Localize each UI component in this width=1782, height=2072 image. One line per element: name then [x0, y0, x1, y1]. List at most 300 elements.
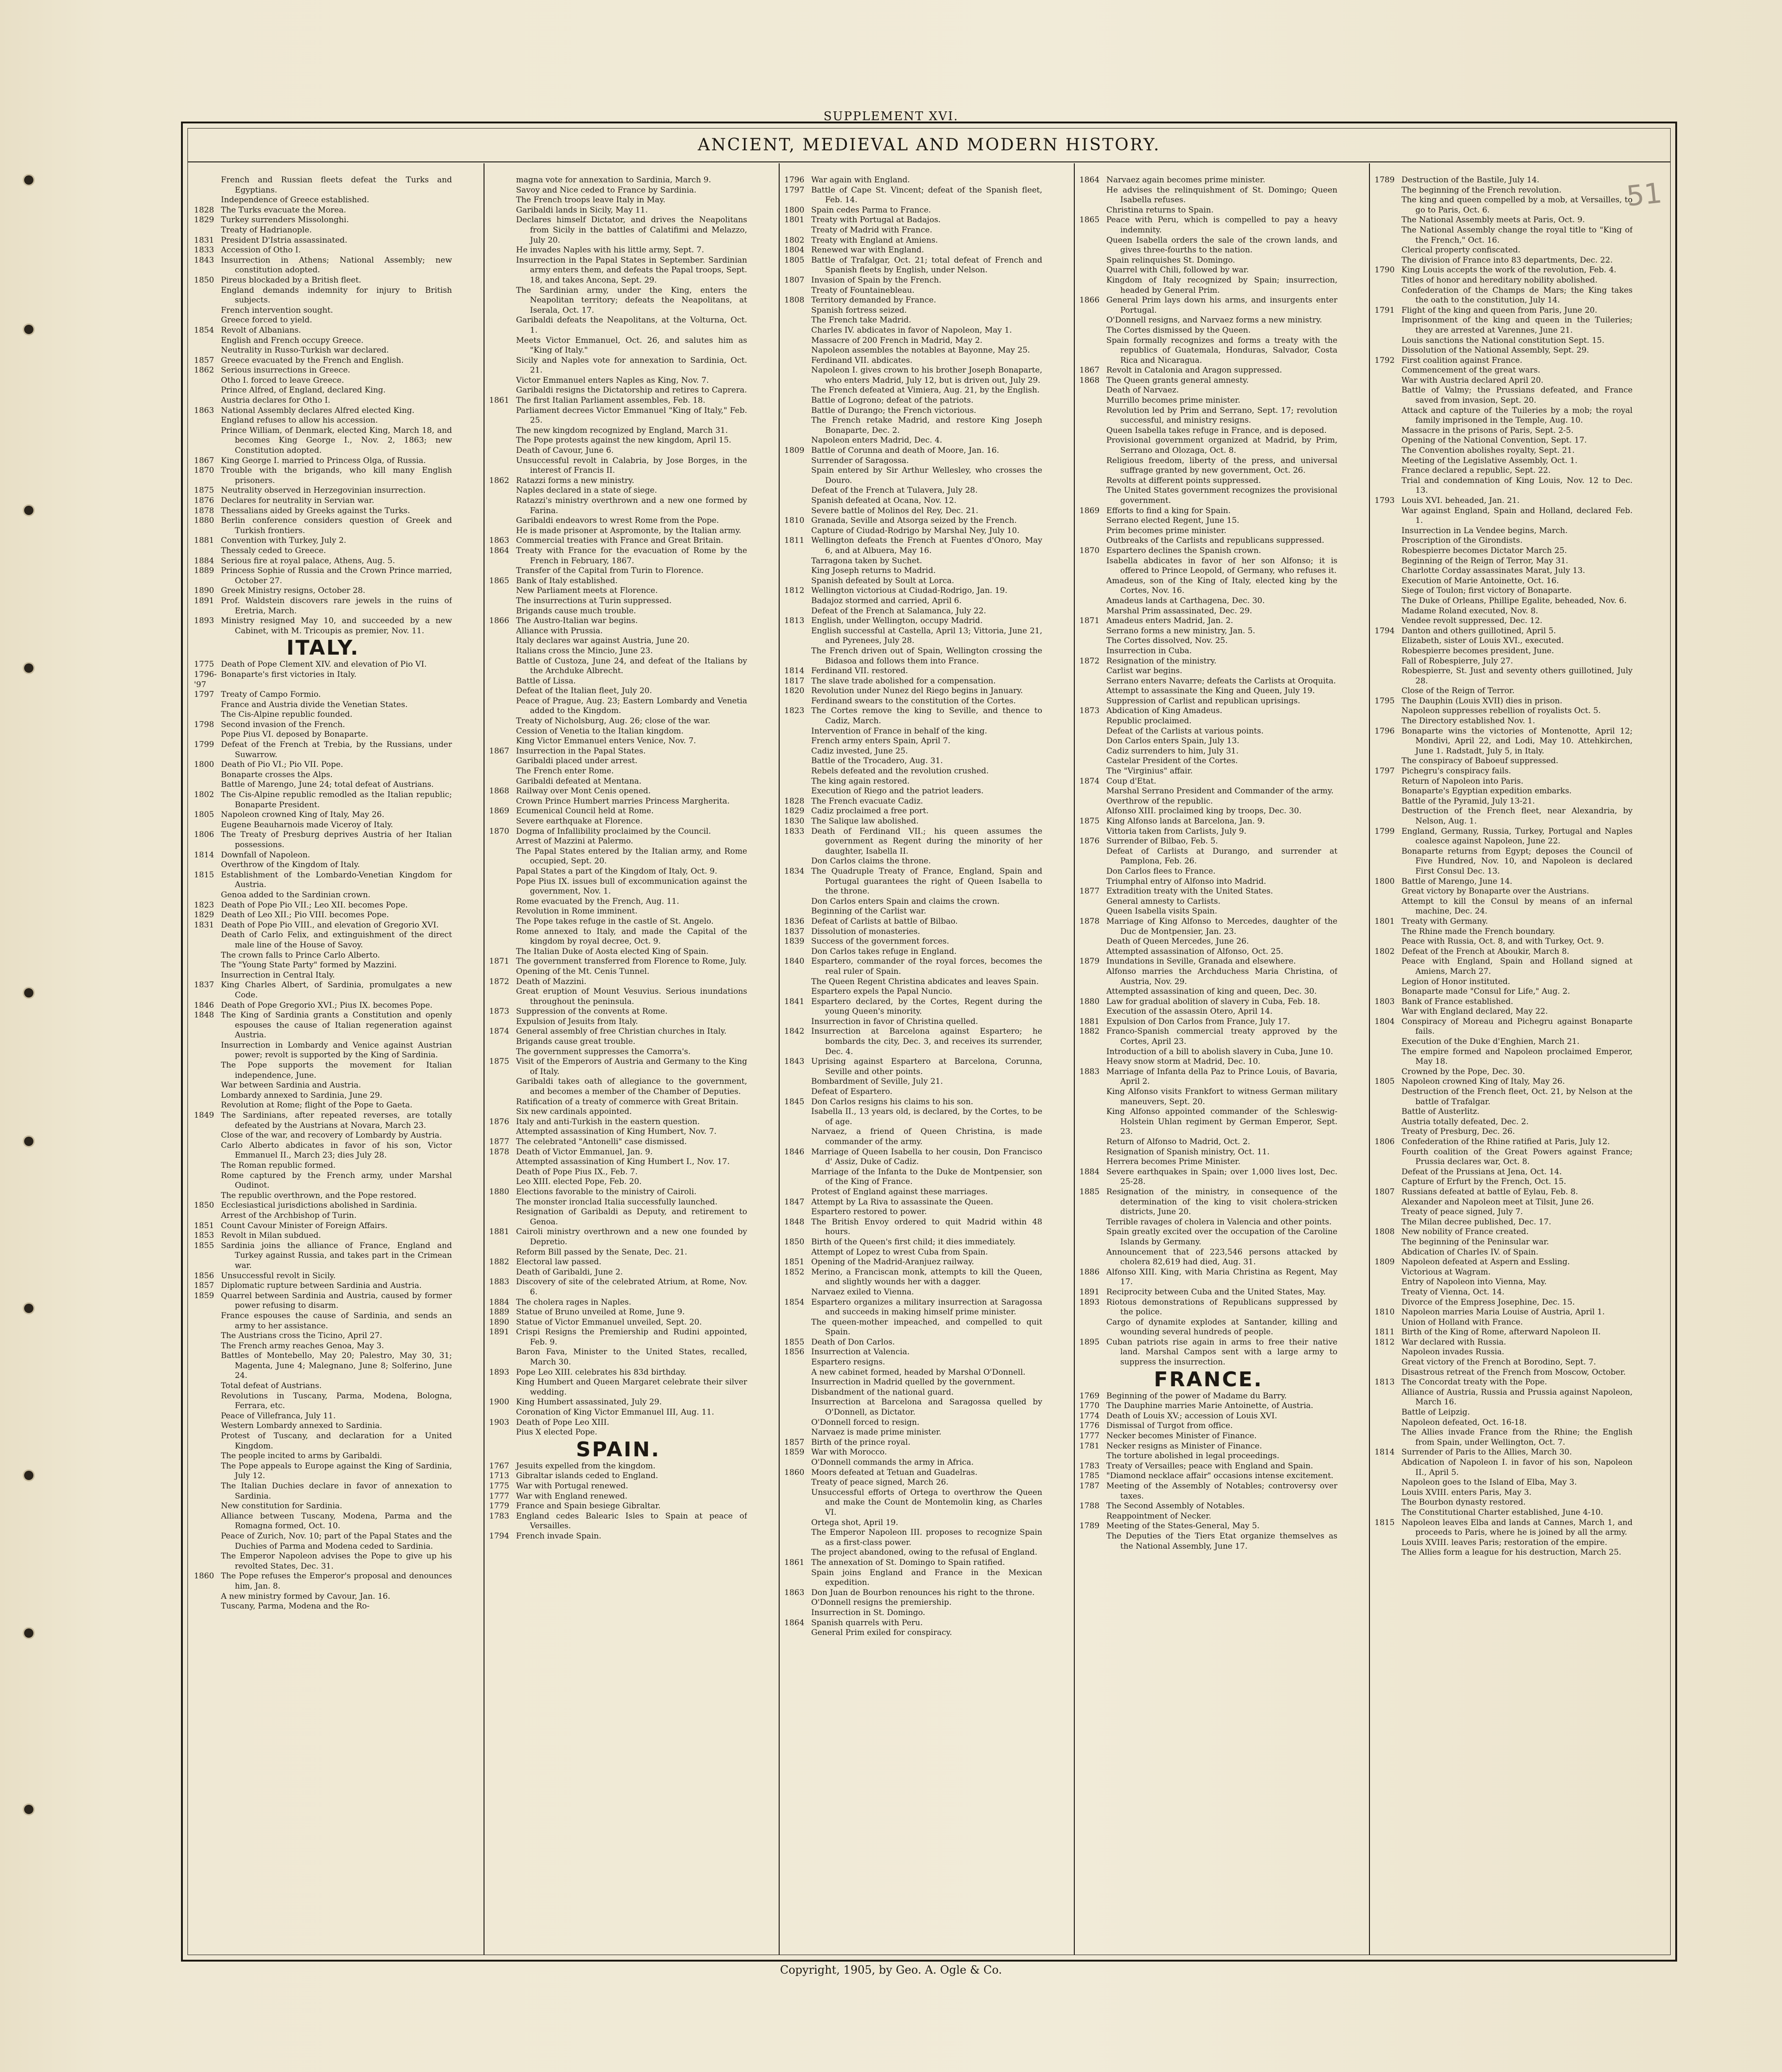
- entry-text: Treaty of Nicholsburg, Aug. 26; close of the war.: [516, 716, 710, 726]
- entry-text: Revolution in Rome imminent.: [516, 907, 638, 916]
- entry-text: Unsuccessful efforts of Ortega to overthrow the Queen and make the Count de Montemolin king, as Charles VI.: [811, 1487, 1042, 1517]
- entry-year: 1805: [784, 255, 805, 265]
- entry-year: 1903: [489, 1417, 510, 1427]
- entry-text: The Cortes remove the king to Seville, and thence to Cadiz, March.: [811, 706, 1042, 726]
- history-entry: [784, 486, 1042, 496]
- history-entry: [784, 1217, 1042, 1237]
- entry-year: [1375, 1548, 1401, 1558]
- history-entry: [489, 1408, 747, 1418]
- history-entry: [194, 951, 452, 961]
- entry-year: [194, 1171, 221, 1191]
- history-entry: [1079, 576, 1337, 596]
- entry-text: England demands indemnity for injury to British subjects.: [221, 285, 452, 305]
- history-entry: [1375, 456, 1633, 466]
- entry-year: [784, 606, 811, 617]
- title-divider: [187, 161, 1671, 162]
- history-entry: [194, 1551, 452, 1571]
- entry-text: Treaty of peace signed, July 7.: [1401, 1207, 1523, 1217]
- entry-text: The French retake Madrid, and restore King Joseph Bonaparte, Dec. 2.: [811, 416, 1042, 435]
- entry-year: 1796: [1375, 726, 1395, 736]
- entry-text: Serrano enters Navarre; defeats the Carlists at Oroquita.: [1106, 676, 1336, 686]
- entry-text: Napoleon crowned King of Italy, May 26.: [1401, 1077, 1565, 1087]
- history-entry: [784, 496, 1042, 506]
- entry-year: [1375, 937, 1401, 947]
- history-entry: [784, 706, 1042, 726]
- entry-text: Napoleon suppresses rebellion of royalists Oct. 5.: [1401, 706, 1601, 716]
- history-entry: [1079, 1087, 1337, 1107]
- entry-year: 1770: [1079, 1401, 1100, 1411]
- history-entry: [784, 1628, 1042, 1638]
- history-entry: [1079, 957, 1337, 967]
- history-entry: [1079, 1248, 1337, 1268]
- entry-text: Baron Fava, Minister to the United States, recalled, March 30.: [516, 1347, 747, 1367]
- history-entry: [489, 576, 747, 586]
- entry-text: Spanish defeated at Ocana, Nov. 12.: [811, 496, 957, 505]
- history-entry: [1375, 1007, 1633, 1017]
- history-entry: [1079, 506, 1337, 516]
- entry-text: Territory demanded by France.: [811, 296, 936, 305]
- entry-year: 1785: [1079, 1471, 1100, 1481]
- history-entry: [489, 727, 747, 737]
- entry-text: Abdication of Napoleon I. in favor of his son, Napoleon II., April 5.: [1401, 1458, 1633, 1477]
- entry-year: [1079, 716, 1106, 727]
- entry-year: [194, 376, 221, 386]
- history-entry: [1375, 646, 1633, 656]
- entry-year: 1884: [1079, 1167, 1100, 1177]
- history-entry: [489, 827, 747, 837]
- entry-year: 1875: [194, 486, 214, 495]
- entry-year: [194, 1131, 221, 1141]
- history-entry: [194, 326, 452, 336]
- entry-text: The Italian Duchies declare in favor of annexation to Sardinia.: [221, 1481, 452, 1501]
- entry-year: 1809: [1375, 1257, 1395, 1267]
- history-entry: [489, 806, 747, 817]
- entry-year: 1820: [784, 686, 805, 696]
- history-entry: [489, 696, 747, 716]
- entry-text: Spanish quarrels with Peru.: [811, 1618, 923, 1628]
- history-entry: [1375, 1147, 1633, 1167]
- entry-text: Defeat of the French at Aboukir, March 8.: [1401, 946, 1569, 956]
- history-entry: [194, 506, 452, 516]
- history-entry: [489, 376, 747, 386]
- entry-year: [784, 1107, 811, 1127]
- history-entry: [784, 696, 1042, 707]
- entry-year: [784, 306, 811, 316]
- entry-year: 1843: [194, 255, 214, 265]
- history-entry: [784, 1147, 1042, 1167]
- history-entry: [784, 806, 1042, 817]
- entry-text: The French driven out of Spain, Wellington crossing the Bidasoa and follows them into France.: [811, 646, 1042, 666]
- entry-text: Serrano elected Regent, June 15.: [1106, 516, 1240, 526]
- entry-year: [489, 817, 516, 827]
- history-entry: [489, 616, 747, 626]
- history-entry: [489, 175, 747, 186]
- entry-year: 1815: [1375, 1518, 1395, 1527]
- history-entry: [1079, 676, 1337, 687]
- entry-text: Ecumenical Council held at Rome.: [516, 806, 654, 816]
- history-entry: [1375, 1478, 1633, 1488]
- entry-year: [1375, 797, 1401, 807]
- entry-text: Terrible ravages of cholera in Valencia and other points.: [1106, 1217, 1332, 1227]
- entry-text: Return of Alfonso to Madrid, Oct. 2.: [1106, 1137, 1251, 1146]
- entry-text: Great eruption of Mount Vesuvius. Serious inundations throughout the peninsula.: [516, 987, 747, 1006]
- history-entry: [194, 1331, 452, 1341]
- entry-text: Attempted assassination of Alfonso, Oct. 25.: [1106, 946, 1284, 956]
- entry-text: The Roman republic formed.: [221, 1161, 336, 1170]
- entry-year: [1079, 1451, 1106, 1461]
- entry-year: [489, 195, 516, 206]
- entry-text: Close of the war, and recovery of Lombardy by Austria.: [221, 1131, 442, 1140]
- history-entry: [1375, 706, 1633, 716]
- history-entry: [784, 666, 1042, 676]
- history-entry: [194, 1061, 452, 1081]
- history-entry: [194, 566, 452, 586]
- entry-year: [784, 1608, 811, 1618]
- history-entry: [784, 786, 1042, 797]
- history-entry: [784, 596, 1042, 606]
- history-entry: [1375, 1137, 1633, 1147]
- history-entry: [1079, 1217, 1337, 1228]
- entry-text: The King of Sardinia grants a Constitution and openly espouses the cause of Italian regeneration against Austria.: [221, 1010, 452, 1040]
- history-entry: [1079, 336, 1337, 366]
- entry-text: Don Carlos enters Spain and claims the crown.: [811, 896, 1000, 906]
- history-entry: [784, 1197, 1042, 1208]
- entry-text: Destruction of the French fleet, Oct. 21, by Nelson at the battle of Trafalgar.: [1401, 1087, 1633, 1107]
- entry-year: [784, 1187, 811, 1197]
- entry-text: Confederation of the Rhine ratified at Paris, July 12.: [1401, 1137, 1610, 1146]
- entry-year: [784, 1207, 811, 1217]
- entry-year: [1079, 556, 1106, 576]
- entry-text: Narvaez, a friend of Queen Christina, is made commander of the army.: [811, 1127, 1042, 1146]
- entry-text: Capture of Erfurt by the French, Oct. 15.: [1401, 1177, 1566, 1187]
- entry-text: Six new cardinals appointed.: [516, 1107, 632, 1117]
- entry-year: 1871: [1079, 616, 1100, 626]
- entry-year: 1845: [784, 1097, 805, 1107]
- entry-year: [489, 436, 516, 446]
- history-entry: [1375, 1277, 1633, 1287]
- entry-year: 1788: [1079, 1501, 1100, 1511]
- entry-text: Pireus blockaded by a British fleet.: [221, 275, 362, 285]
- history-entry: [784, 1468, 1042, 1478]
- history-entry: [1079, 1411, 1337, 1422]
- entry-text: Pope Leo XIII. celebrates his 83d birthday.: [516, 1367, 687, 1377]
- entry-text: The United States government recognizes the provisional government.: [1106, 486, 1337, 505]
- entry-text: Narvaez exiled to Vienna.: [811, 1287, 914, 1297]
- entry-year: [194, 890, 221, 901]
- history-entry: [194, 225, 452, 236]
- entry-text: War declared with Russia.: [1401, 1337, 1506, 1347]
- entry-text: O'Donnell resigns the premiership.: [811, 1598, 952, 1608]
- entry-year: [1079, 1057, 1106, 1067]
- history-entry: [1375, 1307, 1633, 1318]
- entry-year: 1789: [1079, 1521, 1100, 1531]
- history-entry: [194, 466, 452, 486]
- entry-year: [194, 700, 221, 710]
- entry-year: [1079, 626, 1106, 637]
- entry-text: Rome evacuated by the French, Aug. 11.: [516, 896, 679, 906]
- entry-year: 1861: [489, 396, 510, 405]
- entry-text: Prince Alfred, of England, declared King.: [221, 386, 386, 395]
- entry-text: Revolt of Albanians.: [221, 325, 301, 335]
- entry-year: 1775: [489, 1481, 510, 1491]
- entry-year: [489, 486, 516, 496]
- entry-text: The insurrections at Turin suppressed.: [516, 596, 672, 605]
- entry-text: Bonaparte made "Consul for Life," Aug. 2.: [1401, 987, 1570, 997]
- history-entry: [784, 1127, 1042, 1147]
- entry-text: Severe earthquakes in Spain; over 1,000 lives lost, Dec. 25-28.: [1106, 1167, 1337, 1187]
- entry-text: Napoleon defeated at Aspern and Essling.: [1401, 1257, 1570, 1267]
- history-entry: [194, 406, 452, 416]
- entry-year: [1375, 456, 1401, 466]
- entry-year: [489, 847, 516, 867]
- entry-year: [489, 907, 516, 917]
- history-entry: [784, 1248, 1042, 1258]
- entry-year: [489, 516, 516, 526]
- entry-year: [1375, 426, 1401, 436]
- history-entry: [1375, 626, 1633, 637]
- history-entry: [784, 797, 1042, 807]
- entry-year: [1079, 646, 1106, 656]
- entry-year: [1375, 656, 1401, 667]
- entry-year: 1833: [784, 826, 805, 836]
- entry-year: [1375, 1538, 1401, 1548]
- entry-year: 1868: [1079, 375, 1100, 385]
- entry-text: Treaty of Versailles; peace with England and Spain.: [1106, 1461, 1313, 1471]
- entry-year: [1375, 576, 1401, 586]
- entry-year: 1829: [194, 910, 214, 920]
- history-entry: [784, 867, 1042, 897]
- history-entry: [1079, 1421, 1337, 1431]
- entry-year: [489, 356, 516, 376]
- entry-year: 1872: [489, 977, 510, 986]
- entry-text: King Joseph returns to Madrid.: [811, 566, 936, 576]
- history-entry: [1079, 456, 1337, 476]
- history-entry: [1079, 696, 1337, 707]
- entry-year: 1801: [1375, 916, 1395, 926]
- history-entry: [1079, 937, 1337, 947]
- history-entry: [1375, 1217, 1633, 1228]
- entry-year: [784, 315, 811, 326]
- history-entry: [194, 1271, 452, 1281]
- history-entry: [489, 406, 747, 426]
- history-entry: [1079, 987, 1337, 997]
- entry-year: 1876: [489, 1117, 510, 1126]
- entry-text: Divorce of the Empress Josephine, Dec. 15.: [1401, 1297, 1575, 1307]
- entry-text: Defeat of the French at Tulavera, July 28.: [811, 486, 978, 495]
- entry-year: 1879: [1079, 957, 1100, 966]
- entry-text: Death of Pio VI.; Pio VII. Pope.: [221, 760, 343, 770]
- history-entry: [194, 586, 452, 596]
- entry-year: [194, 1211, 221, 1221]
- entry-text: Discovery of site of the celebrated Atrium, at Rome, Nov. 6.: [516, 1277, 747, 1297]
- history-entry: [784, 386, 1042, 396]
- entry-text: The annexation of St. Domingo to Spain ratified.: [811, 1557, 1005, 1567]
- entry-year: 1776: [1079, 1421, 1100, 1431]
- entry-text: The Treaty of Presburg deprives Austria of her Italian possessions.: [221, 830, 452, 849]
- entry-text: Inundations in Seville, Granada and elsewhere.: [1106, 957, 1296, 966]
- entry-year: [489, 256, 516, 286]
- entry-text: King Alfonso lands at Barcelona, Jan. 9.: [1106, 817, 1265, 826]
- entry-text: Destruction of the Bastile, July 14.: [1401, 175, 1540, 185]
- entry-text: Western Lombardy annexed to Sardinia.: [221, 1421, 382, 1431]
- entry-year: [194, 546, 221, 556]
- history-entry: [1375, 1127, 1633, 1137]
- entry-year: [489, 456, 516, 476]
- entry-year: [489, 245, 516, 256]
- entry-text: Religious freedom, liberty of the press, and universal suffrage granted by new government, Oct. 26.: [1106, 456, 1337, 476]
- history-entry: [489, 1027, 747, 1037]
- entry-year: 1792: [1375, 355, 1395, 365]
- entry-text: Prince William, of Denmark, elected King, March 18, and becomes King George I., Nov. 2, 1863; new Constitution adopted.: [221, 425, 452, 456]
- entry-text: War against England, Spain and Holland, declared Feb. 1.: [1401, 506, 1633, 526]
- entry-text: Pope Pius VI. deposed by Bonaparte.: [221, 730, 368, 740]
- entry-year: 1851: [194, 1221, 214, 1230]
- entry-year: [784, 526, 811, 536]
- entry-text: King Humbert and Queen Margaret celebrate their silver wedding.: [516, 1377, 747, 1397]
- entry-year: [1375, 1287, 1401, 1298]
- history-entry: [1079, 666, 1337, 676]
- history-entry: [1375, 1327, 1633, 1338]
- entry-text: Napoleon I. gives crown to his brother Joseph Bonaparte, who enters Madrid, July 12, but is driven out, July 29.: [811, 366, 1042, 385]
- entry-text: Abdication of King Amadeus.: [1106, 706, 1222, 716]
- entry-text: Opening of the Madrid-Aranjuez railway.: [811, 1257, 974, 1267]
- entry-text: France declared a republic, Sept. 22.: [1401, 466, 1551, 476]
- entry-text: The first Italian Parliament assembles, Feb. 18.: [516, 396, 705, 405]
- entry-text: The Concordat treaty with the Pope.: [1401, 1377, 1547, 1387]
- history-entry: [1375, 686, 1633, 696]
- entry-year: [1375, 1007, 1401, 1017]
- history-entry: [1079, 296, 1337, 315]
- history-entry: [194, 1592, 452, 1602]
- history-entry: [784, 817, 1042, 827]
- entry-text: Imprisonment of the king and queen in the Tuileries; they are arrested at Varennes, June 21.: [1401, 315, 1633, 335]
- entry-text: Battle of Corunna and death of Moore, Jan. 16.: [811, 446, 1000, 456]
- entry-year: [1079, 436, 1106, 456]
- history-entry: [489, 1097, 747, 1107]
- entry-year: [784, 566, 811, 576]
- history-entry: [489, 566, 747, 576]
- history-entry: [1079, 1512, 1337, 1522]
- entry-year: [784, 696, 811, 707]
- entry-year: [1375, 1197, 1401, 1208]
- history-entry: [784, 225, 1042, 236]
- entry-year: 1853: [194, 1231, 214, 1241]
- entry-year: [784, 486, 811, 496]
- entry-text: Revolution led by Prim and Serrano, Sept. 17; revolution successful, and ministry resigns.: [1106, 405, 1337, 425]
- entry-year: [1079, 596, 1106, 606]
- entry-year: [489, 877, 516, 897]
- history-column: [489, 175, 747, 1948]
- entry-text: Surrender of Saragossa.: [811, 456, 909, 465]
- entry-year: [194, 1602, 221, 1612]
- entry-year: 1805: [1375, 1077, 1395, 1087]
- entry-year: 1808: [784, 296, 805, 305]
- history-entry: [194, 710, 452, 720]
- history-entry: [784, 1257, 1042, 1268]
- entry-text: Coronation of King Victor Emmanuel III, Aug. 11.: [516, 1408, 714, 1417]
- entry-year: 1850: [784, 1237, 805, 1247]
- history-entry: [1079, 1057, 1337, 1067]
- entry-year: [194, 416, 221, 426]
- entry-year: [1079, 947, 1106, 957]
- entry-text: Princess Sophie of Russia and the Crown Prince married, October 27.: [221, 566, 452, 586]
- entry-year: 1833: [194, 245, 214, 255]
- entry-text: Death of Leo XII.; Pio VIII. becomes Pope.: [221, 910, 389, 920]
- entry-year: 1871: [489, 957, 510, 966]
- history-entry: [784, 326, 1042, 336]
- entry-text: The Cis-Alpine republic founded.: [221, 710, 353, 720]
- history-entry: [784, 1027, 1042, 1057]
- entry-text: Bonaparte crosses the Alps.: [221, 770, 333, 779]
- entry-text: Reform Bill passed by the Senate, Dec. 21.: [516, 1247, 687, 1257]
- entry-text: Moors defeated at Tetuan and Guadelras.: [811, 1467, 978, 1477]
- entry-text: The Pope protests against the new kingdom, April 15.: [516, 436, 731, 445]
- entry-text: Death of Pope Pio VII.; Leo XII. becomes Pope.: [221, 900, 408, 910]
- entry-year: 1890: [194, 586, 214, 596]
- binding-hole: [24, 663, 33, 673]
- entry-year: 1870: [194, 466, 214, 476]
- entry-text: England cedes Balearic Isles to Spain at peace of Versailles.: [516, 1511, 747, 1531]
- entry-year: 1800: [194, 760, 214, 770]
- entry-text: Attempted assassination of king and queen, Dec. 30.: [1106, 987, 1317, 997]
- entry-year: [194, 960, 221, 971]
- entry-year: [784, 1418, 811, 1428]
- entry-year: [194, 730, 221, 740]
- entry-year: [1079, 1217, 1106, 1228]
- entry-text: Battle of Logrono; defeat of the patriots.: [811, 396, 974, 405]
- entry-year: 1802: [1375, 946, 1395, 956]
- history-entry: [489, 786, 747, 797]
- entry-text: Heavy snow storm at Madrid, Dec. 10.: [1106, 1057, 1261, 1067]
- entry-year: [194, 1331, 221, 1341]
- entry-text: Don Carlos flees to France.: [1106, 866, 1216, 876]
- history-entry: [1375, 276, 1633, 286]
- history-entry: [1079, 1531, 1337, 1551]
- entry-text: Treaty with England at Amiens.: [811, 235, 938, 245]
- entry-text: Insurrection in the Papal States in September. Sardinian army enters them, and defeats the Papal troops, Sept. 18, and takes Ancona, Sept. 29.: [516, 255, 747, 285]
- entry-text: Treaty with Germany.: [1401, 916, 1488, 926]
- entry-text: Battle of Cape St. Vincent; defeat of the Spanish fleet, Feb. 14.: [811, 185, 1042, 205]
- entry-year: 1878: [1079, 916, 1100, 926]
- entry-year: 1713: [489, 1471, 510, 1481]
- history-column: [784, 175, 1042, 1948]
- history-entry: [489, 756, 747, 766]
- history-entry: [194, 910, 452, 920]
- entry-text: Garibaldi placed under arrest.: [516, 756, 638, 766]
- history-entry: [784, 1167, 1042, 1187]
- entry-year: [784, 1598, 811, 1608]
- history-entry: [489, 1492, 747, 1502]
- history-entry: [784, 1488, 1042, 1518]
- history-entry: [489, 356, 747, 376]
- history-entry: [1375, 616, 1633, 626]
- entry-year: 1886: [1079, 1267, 1100, 1277]
- entry-text: The king again restored.: [811, 776, 910, 786]
- history-entry: [1375, 897, 1633, 917]
- history-entry: [489, 546, 747, 566]
- entry-year: 1876: [1079, 837, 1100, 846]
- entry-text: Queen Isabella takes refuge in France, and is deposed.: [1106, 425, 1327, 435]
- entry-year: 1865: [1079, 215, 1100, 225]
- entry-year: 1872: [1079, 656, 1100, 666]
- entry-text: The beginning of the French revolution.: [1401, 185, 1562, 195]
- entry-text: Marriage of the Infanta to the Duke de Montpensier, son of the King of France.: [811, 1167, 1042, 1187]
- history-entry: [784, 526, 1042, 536]
- entry-year: [784, 1628, 811, 1638]
- entry-year: [1079, 326, 1106, 336]
- entry-year: [194, 1391, 221, 1411]
- entry-year: 1814: [194, 850, 214, 860]
